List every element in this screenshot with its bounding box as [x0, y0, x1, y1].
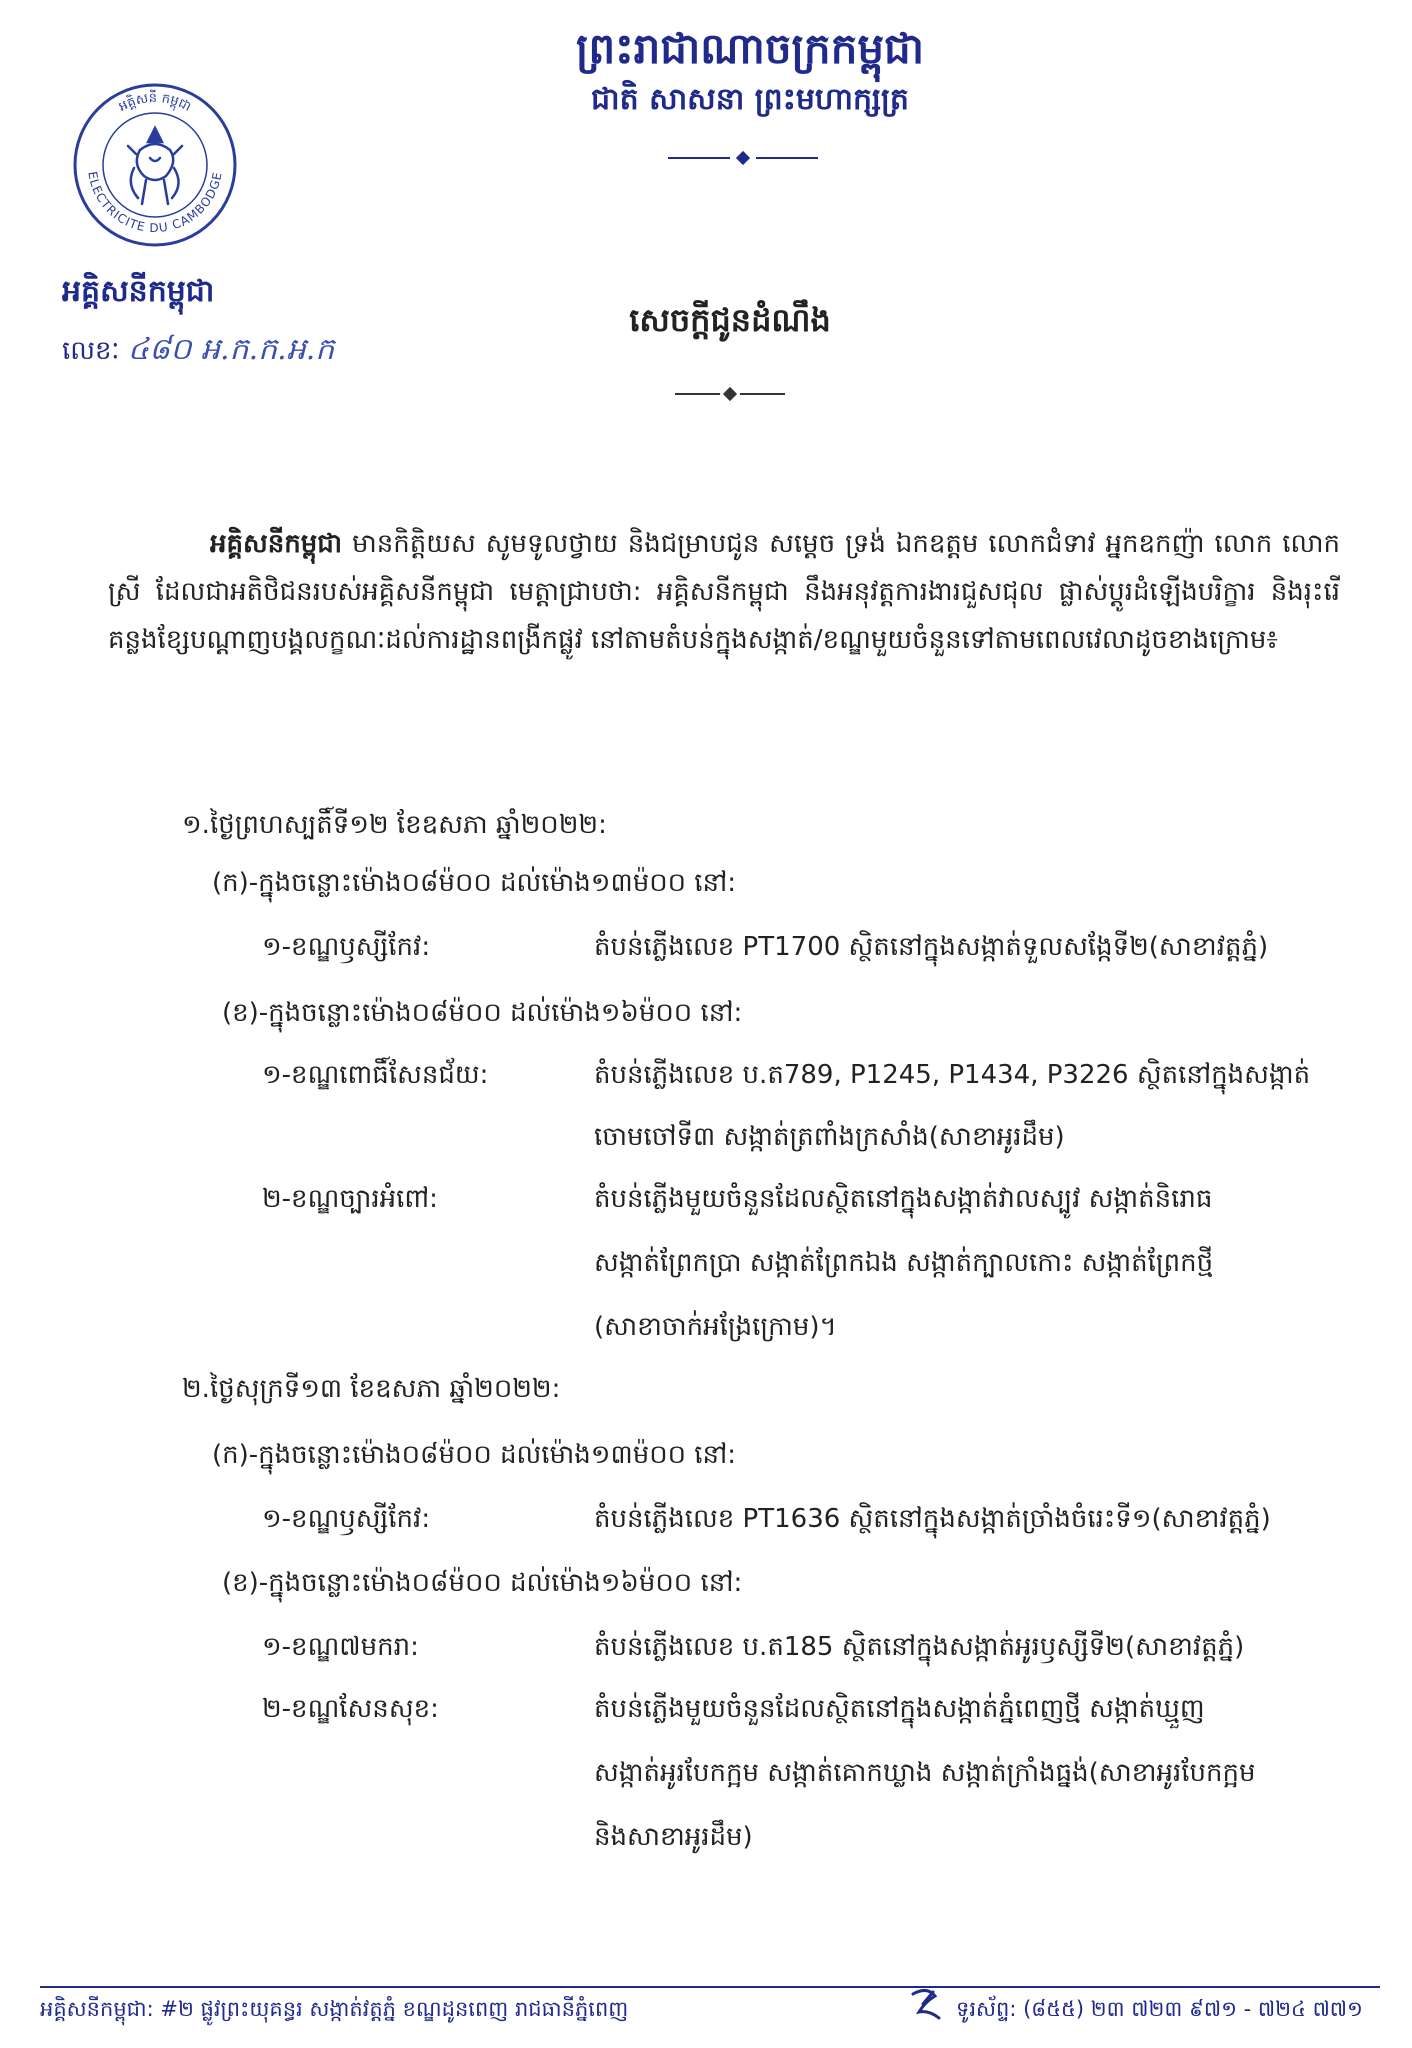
area-description: តំបន់ភ្លើងមួយចំនួនដែលស្ថិតនៅក្នុងសង្កាត់វាលស្បូវ សង្កាត់និរោធ: [594, 1184, 1213, 1214]
day2-a1-item: [262, 1502, 1352, 1542]
day1-slot-b: (ខ)-ក្នុងចន្លោះម៉ោង០៨ម៉០០ ដល់ម៉ោង១៦ម៉០០ នៅ:: [222, 998, 743, 1028]
area-description: តំបន់ភ្លើងលេខ ប.ត789, P1245, P1434, P3226 ស្ថិតនៅក្នុងសង្កាត់: [594, 1060, 1311, 1090]
day1-b2-continuation-1: សង្កាត់ព្រែកប្រា សង្កាត់ព្រែកឯង សង្កាត់ក្បាលកោះ សង្កាត់ព្រែកថ្មី: [594, 1248, 1214, 1278]
logo-top-text: អគ្គិសនី កម្ពុជា: [116, 90, 194, 115]
edc-logo: [70, 80, 240, 250]
svg-text:អគ្គិសនី កម្ពុជា: [116, 89, 193, 115]
intro-paragraph: [108, 520, 1340, 664]
day1-b2-continuation-2: (សាខាចាក់អង្រែក្រោម)។: [594, 1312, 837, 1342]
reference-number: ៤៨០ អ.ក.ក.អ.ក: [127, 332, 335, 367]
document-title: សេចក្ដីជូនដំណឹង: [629, 301, 831, 339]
org-name: អគ្គិសនីកម្ពុជា: [62, 274, 215, 309]
day1-a1-item: [262, 930, 1352, 970]
day1-title: ១.ថ្ងៃព្រហស្បតិ៍ទី១២ ខែឧសភា ឆ្នាំ២០២២:: [182, 810, 607, 840]
footer-phone: ទូរស័ព្ទ: (៨៥៥) ២៣ ៧២៣ ៩៧១ - ៧២៤ ៧៧១: [956, 1997, 1363, 2021]
district-label: ២-ខណ្ឌសែនសុខ:: [262, 1694, 439, 1724]
intro-text: មានកិត្តិយស សូមទូលថ្វាយ និងជម្រាបជូន សម្ដេច ទ្រង់ ឯកឧត្តម លោកជំទាវ អ្នកឧកញ៉ា លោក លោកស្រី ដែលជាអតិថិជនរបស់អគ្គិសនីកម្ពុជា មេត្តាជ្រាបថា: អគ្គិសនីកម្ពុជា នឹងអនុវត្តការងារជួសជុល ផ្លាស់ប្ដូរដំឡើងបរិក្ខារ និងរុះរើគន្លងខ្សែបណ្ដាញបង្គលក្ខណៈដល់ការដ្ឋានពង្រីកផ្លូវ នៅតាមតំបន់ក្នុងសង្កាត់/ខណ្ឌមួយចំនួនទៅតាមពេលវេលាដូចខាងក្រោម៖: [108, 529, 1340, 655]
title-divider: [675, 388, 785, 400]
intro-org-name: អគ្គិសនីកម្ពុជា: [210, 529, 343, 559]
area-description: តំបន់ភ្លើងលេខ PT1700 ស្ថិតនៅក្នុងសង្កាត់ទួលសង្កែទី២(សាខាវត្តភ្នំ): [594, 932, 1269, 962]
area-description: តំបន់ភ្លើងលេខ ប.ត185 ស្ថិតនៅក្នុងសង្កាត់អូរឫស្សីទី២(សាខាវត្តភ្នំ): [594, 1632, 1245, 1662]
day2-b2-continuation-1: សង្កាត់អូរបែកក្អម សង្កាត់គោកឃ្លាង សង្កាត់ក្រាំងធ្នង់(សាខាអូរបែកក្អម: [594, 1758, 1256, 1788]
day2-slot-a: (ក)-ក្នុងចន្លោះម៉ោង០៨ម៉០០ ដល់ម៉ោង១៣ម៉០០ នៅ:: [212, 1440, 737, 1470]
day2-b1-item: [262, 1630, 1352, 1670]
reference-prefix: លេខៈ: [62, 336, 120, 366]
district-label: ២-ខណ្ឌច្បារអំពៅ:: [262, 1184, 438, 1214]
day2-slot-b: (ខ)-ក្នុងចន្លោះម៉ោង០៨ម៉០០ ដល់ម៉ោង១៦ម៉០០ នៅ:: [222, 1568, 743, 1598]
day2-title: ២.ថ្ងៃសុក្រទី១៣ ខែឧសភា ឆ្នាំ២០២២:: [182, 1374, 561, 1404]
phone-signature-icon: [905, 1984, 949, 2028]
day1-b1-item: [262, 1058, 1352, 1098]
area-description: តំបន់ភ្លើងលេខ PT1636 ស្ថិតនៅក្នុងសង្កាត់ច្រាំងចំរេះទី១(សាខាវត្តភ្នំ): [594, 1504, 1271, 1534]
area-description: តំបន់ភ្លើងមួយចំនួនដែលស្ថិតនៅក្នុងសង្កាត់ភ្នំពេញថ្មី សង្កាត់ឃ្មួញ: [594, 1694, 1205, 1724]
footer-address: អគ្គិសនីកម្ពុជា: #២ ផ្លូវព្រះយុគន្ធរ សង្កាត់វត្តភ្នំ ខណ្ឌដូនពេញ រាជធានីភ្នំពេញ: [40, 1997, 629, 2021]
kingdom-heading: ព្រះរាជាណាចក្រកម្ពុជា: [575, 24, 925, 73]
motto-divider: [668, 152, 818, 164]
day1-b1-continuation: ចោមចៅទី៣ សង្កាត់ត្រពាំងក្រសាំង(សាខាអូរដឹម): [594, 1122, 1065, 1152]
reference-line: [62, 330, 334, 374]
footer-rule: [40, 1986, 1380, 1988]
day1-b2-item: [262, 1182, 1352, 1222]
district-label: ១-ខណ្ឌពោធិ៍សែនជ័យ:: [262, 1060, 489, 1090]
district-label: ១-ខណ្ឌឫស្សីកែវ:: [262, 1504, 431, 1534]
day1-slot-a: (ក)-ក្នុងចន្លោះម៉ោង០៨ម៉០០ ដល់ម៉ោង១៣ម៉០០ នៅ:: [212, 868, 737, 898]
day2-b2-item: [262, 1692, 1352, 1732]
day2-b2-continuation-2: និងសាខាអូរដឹម): [594, 1822, 753, 1852]
district-label: ១-ខណ្ឌ៧មករា:: [262, 1632, 419, 1662]
logo-ring-text: ELECTRICITE DU CAMBODGE: [85, 170, 225, 236]
national-motto: ជាតិ សាសនា ព្រះមហាក្សត្រ: [591, 82, 909, 117]
district-label: ១-ខណ្ឌឫស្សីកែវ:: [262, 932, 431, 962]
